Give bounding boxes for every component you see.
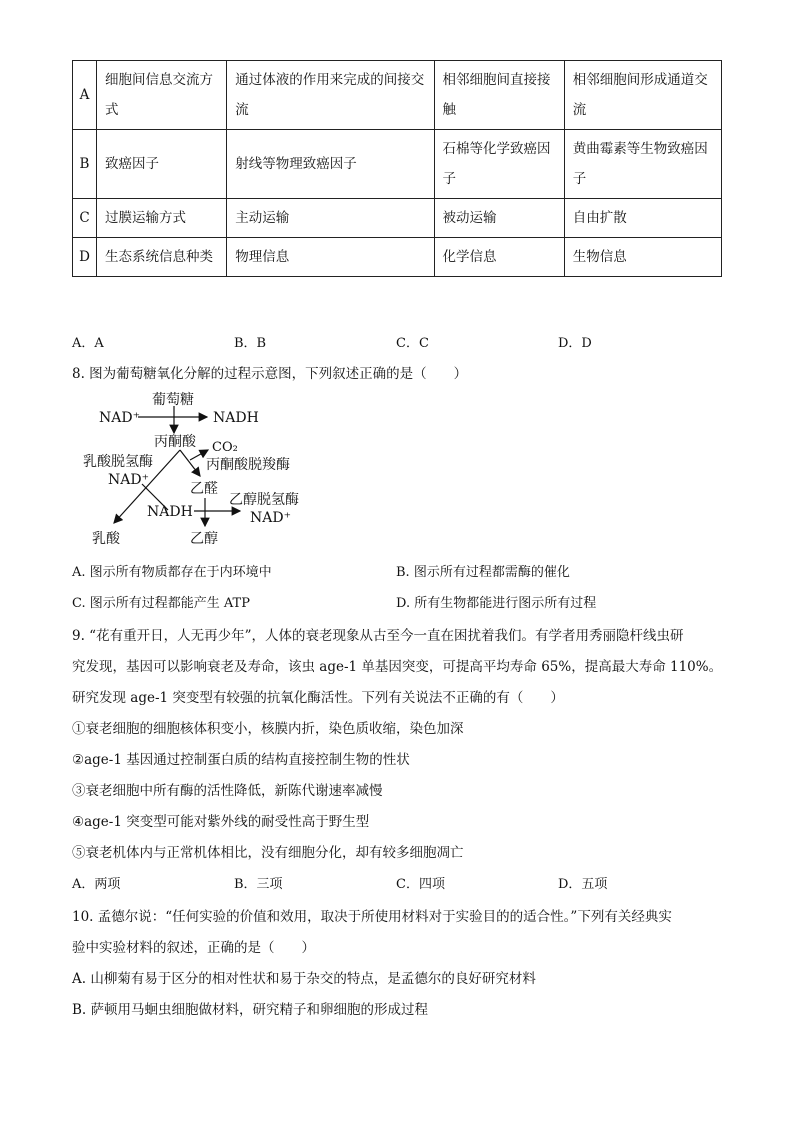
glucose-label: 葡萄糖 [152,392,194,408]
lactate-label: 乳酸 [92,531,120,547]
q8-stem: 8. 图为葡萄糖氧化分解的过程示意图，下列叙述正确的是（ ） [72,366,468,382]
lactate-dehydrogenase-label: 乳酸脱氢酶 [83,454,153,470]
q10-choice-a[interactable]: A. 山柳菊有易于区分的相对性状和易于杂交的特点，是孟德尔的良好研究材料 [72,971,536,987]
q8-choice-a[interactable]: A. 图示所有物质都存在于内环境中 [72,565,272,580]
q9-statement: ②age-1 基因通过控制蛋白质的结构直接控制生物的性状 [72,752,410,768]
q9-stem-line: 9. “花有重开日，人无再少年”，人体的衰老现象从古至今一直在困扰着我们。有学者用秀丽隐杆线虫研 [72,628,684,644]
q9-statement: ⑤衰老机体内与正常机体相比，没有细胞分化，却有较多细胞凋亡 [72,845,464,861]
table-cell: 化学信息 [434,238,564,277]
table-cell: 主动运输 [227,199,434,238]
q9-stem-line: 研究发现 age-1 突变型有较强的抗氧化酶活性。下列有关说法不正确的有（ ） [72,690,564,706]
q9-statement: ③衰老细胞中所有酶的活性降低，新陈代谢速率减慢 [72,783,383,799]
option-letter: D [73,238,97,277]
q9-choice-b[interactable]: B．三项 [234,877,283,892]
table-cell: 被动运输 [434,199,564,238]
q7-choice-a[interactable]: A．A [72,336,104,351]
q7-choice-b[interactable]: B．B [234,336,267,351]
pyruvate-label: 丙酮酸 [154,434,196,450]
q8-choice-b[interactable]: B. 图示所有过程都需酶的催化 [396,565,570,580]
category-cell: 生态系统信息种类 [97,238,227,277]
alcohol-dehydrogenase-label: 乙醇脱氢酶 [229,492,299,508]
pyruvate-to-acetaldehyde-arrow [180,450,200,476]
q10-choice-b[interactable]: B. 萨顿用马蛔虫细胞做材料，研究精子和卵细胞的形成过程 [72,1002,429,1018]
ethanol-label: 乙醇 [190,531,218,547]
category-cell: 致癌因子 [97,130,227,199]
q7-choice-c[interactable]: C．C [396,336,429,351]
table-cell: 射线等物理致癌因子 [227,130,434,199]
nad-mid-label: NAD⁺ [108,472,149,488]
q10-stem-line: 10. 孟德尔说：“任何实验的价值和效用，取决于所使用材料对于实验目的的适合性。”下列有关经典实 [72,909,672,925]
table-row [73,61,722,130]
table-cell: 相邻细胞间直接接触 [434,61,564,130]
option-letter: B [73,130,97,199]
table-cell: 石棉等化学致癌因子 [434,130,564,199]
nadh-right-label: NADH [213,410,259,426]
table-row [73,238,722,277]
glucose-oxidation-diagram [72,388,332,553]
nad-right-label: NAD⁺ [250,510,291,526]
table-cell: 生物信息 [564,238,721,277]
q10-stem-line: 验中实验材料的叙述，正确的是（ ） [72,940,315,956]
table-cell: 通过体液的作用来完成的间接交流 [227,61,434,130]
table-cell: 自由扩散 [564,199,721,238]
q8-choice-c[interactable]: C. 图示所有过程都能产生 ATP [72,596,250,611]
nad-left-label: NAD⁺ [99,410,140,426]
table-row [73,130,722,199]
q9-statement: ①衰老细胞的细胞核体积变小，核膜内折，染色质收缩，染色加深 [72,721,464,737]
table-cell: 物理信息 [227,238,434,277]
nadh-mid-label: NADH [147,504,193,520]
acetaldehyde-label: 乙醛 [190,481,218,497]
option-letter: A [73,61,97,130]
options-table [72,60,722,277]
table-cell: 黄曲霉素等生物致癌因子 [564,130,721,199]
pyruvate-decarboxylase-label: 丙酮酸脱羧酶 [206,457,290,473]
category-cell: 细胞间信息交流方式 [97,61,227,130]
option-letter: C [73,199,97,238]
q9-statement: ④age-1 突变型可能对紫外线的耐受性高于野生型 [72,814,370,830]
q9-stem-line: 究发现，基因可以影响衰老及寿命，该虫 age-1 单基因突变，可提高平均寿命 65%，提高最大寿命 110%。 [72,659,723,675]
q9-choice-a[interactable]: A．两项 [72,877,121,892]
category-cell: 过膜运输方式 [97,199,227,238]
q9-choice-d[interactable]: D．五项 [558,877,608,892]
q8-choice-d[interactable]: D. 所有生物都能进行图示所有过程 [396,596,597,611]
table-cell: 相邻细胞间形成通道交流 [564,61,721,130]
table-row [73,199,722,238]
q7-choice-d[interactable]: D．D [558,336,592,351]
co2-label: CO₂ [212,440,238,455]
q9-choice-c[interactable]: C．四项 [396,877,445,892]
